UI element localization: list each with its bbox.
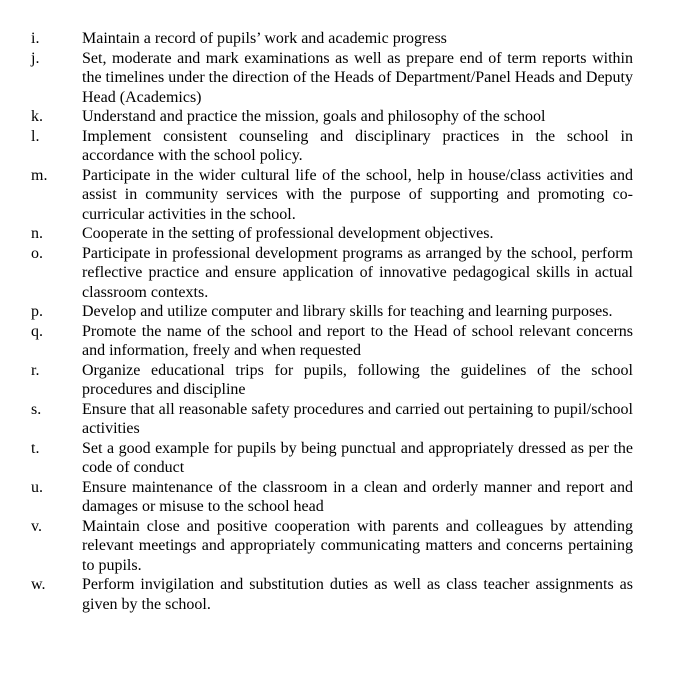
list-item-text: Organize educational trips for pupils, following the guidelines of the school procedures and discipline [82, 361, 633, 398]
list-item [0, 439, 688, 478]
list-marker: k. [31, 108, 43, 125]
list-item [0, 575, 688, 614]
list-item [0, 166, 688, 225]
list-item [0, 302, 688, 322]
list-marker: q. [31, 322, 43, 340]
list-item-text: Participate in the wider cultural life of the school, help in house/class activities and assist in community services with the purpose of supporting and promoting co-curricular activities in the school. [82, 166, 633, 223]
list-item-text: Understand and practice the mission, goals and philosophy of the school [82, 108, 546, 125]
list-item-text: Ensure maintenance of the classroom in a clean and orderly manner and report and damages or misuse to the school head [82, 478, 633, 515]
list-item-text: Cooperate in the setting of professional development objectives. [82, 225, 494, 242]
list-marker: t. [31, 439, 40, 457]
list-marker: m. [31, 166, 48, 184]
list-marker: l. [31, 127, 40, 145]
list-item-text: Set a good example for pupils by being punctual and appropriately dressed as per the code of conduct [82, 439, 633, 476]
list-marker: i. [31, 30, 40, 47]
list-item [0, 224, 688, 244]
list-item [0, 29, 688, 49]
list-item [0, 127, 688, 166]
list-marker: r. [31, 361, 40, 379]
list-item [0, 49, 688, 108]
list-item-text: Set, moderate and mark examinations as well as prepare end of term reports within the timelines under the direction of the Heads of Department/Panel Heads and Deputy Head (Academics) [82, 49, 633, 106]
list-item [0, 478, 688, 517]
list-item-text: Maintain a record of pupils’ work and academic progress [82, 30, 447, 47]
list-marker: v. [31, 517, 42, 535]
list-item [0, 517, 688, 576]
list-item [0, 107, 688, 127]
list-marker: p. [31, 303, 43, 320]
list-item-text: Participate in professional development programs as arranged by the school, perform reflective practice and ensure application of innovative pedagogical skills in actual classroom contexts. [82, 244, 633, 301]
list-marker: j. [31, 49, 40, 67]
list-item-text: Ensure that all reasonable safety procedures and carried out pertaining to pupil/school activities [82, 400, 633, 437]
list-item-text: Perform invigilation and substitution duties as well as class teacher assignments as given by the school. [82, 576, 633, 613]
list-marker: o. [31, 244, 43, 262]
list-item [0, 361, 688, 400]
list-marker: u. [31, 478, 43, 496]
list-item-text: Develop and utilize computer and library skills for teaching and learning purposes. [82, 303, 613, 320]
list-item [0, 244, 688, 303]
list-item-text: Promote the name of the school and report to the Head of school relevant concerns and information, freely and when requested [82, 322, 633, 359]
list-marker: s. [31, 400, 42, 418]
list-marker: w. [31, 576, 46, 593]
list-item [0, 322, 688, 361]
duties-list [0, 29, 688, 614]
list-item-text: Maintain close and positive cooperation with parents and colleagues by attending relevant meetings and appropriately communicating matters and concerns pertaining to pupils. [82, 517, 633, 574]
list-marker: n. [31, 225, 43, 242]
list-item-text: Implement consistent counseling and disciplinary practices in the school in accordance with the school policy. [82, 127, 633, 164]
list-item [0, 400, 688, 439]
